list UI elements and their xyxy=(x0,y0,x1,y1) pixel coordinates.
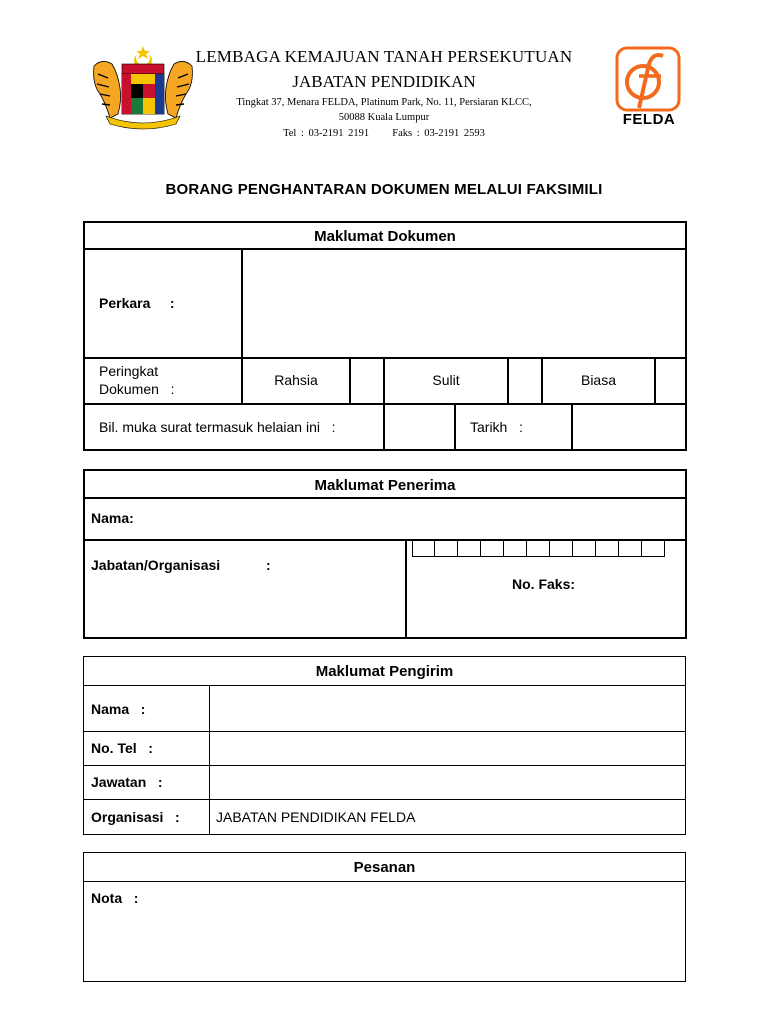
nota-label: Nota : xyxy=(91,890,139,906)
maklumat-pengirim-title: Maklumat Pengirim xyxy=(315,663,454,680)
pengirim-tel-label: No. Tel : xyxy=(91,740,153,756)
pengirim-tel-field[interactable] xyxy=(210,732,685,765)
bil-muka-surat-field[interactable] xyxy=(385,405,454,449)
pengirim-organisasi-value[interactable]: JABATAN PENDIDIKAN FELDA xyxy=(216,809,416,825)
jabatan-organisasi-colon: : xyxy=(266,557,271,573)
maklumat-dokumen-title: Maklumat Dokumen xyxy=(314,228,456,245)
contact-line: Tel : 03-2191 2191 Faks : 03-2191 2593 xyxy=(283,128,485,139)
peringkat-label-1: Peringkat xyxy=(99,363,159,379)
felda-logo xyxy=(613,46,685,114)
penerima-nama-label: Nama: xyxy=(91,510,134,526)
pengirim-jawatan-label: Jawatan : xyxy=(91,774,163,790)
bil-muka-surat-label: Bil. muka surat termasuk helaian ini : xyxy=(99,419,336,435)
penerima-nama-field[interactable] xyxy=(140,499,685,539)
pengirim-nama-field[interactable] xyxy=(210,686,685,731)
address-line-1: Tingkat 37, Menara FELDA, Platinum Park, No. 11, Persiaran KLCC, xyxy=(236,97,532,108)
rahsia-checkbox[interactable] xyxy=(351,359,383,403)
rahsia-label: Rahsia xyxy=(274,372,318,388)
pengirim-nama-label: Nama : xyxy=(91,701,146,717)
department-name: JABATAN PENDIDIKAN xyxy=(292,72,476,91)
maklumat-penerima-title: Maklumat Penerima xyxy=(314,477,456,494)
sulit-checkbox[interactable] xyxy=(509,359,541,403)
jabatan-organisasi-field[interactable] xyxy=(85,580,405,637)
sulit-label: Sulit xyxy=(432,372,460,388)
perkara-label: Perkara : xyxy=(99,295,175,311)
address-line-2: 50088 Kuala Lumpur xyxy=(338,112,430,123)
pengirim-jawatan-field[interactable] xyxy=(210,766,685,799)
biasa-label: Biasa xyxy=(580,372,617,388)
no-faks-digit-boxes[interactable] xyxy=(412,541,665,557)
no-faks-label: No. Faks: xyxy=(512,576,576,592)
form-title: BORANG PENGHANTARAN DOKUMEN MELALUI FAKSIMILI xyxy=(165,181,603,198)
org-name: LEMBAGA KEMAJUAN TANAH PERSEKUTUAN xyxy=(195,47,573,66)
pengirim-organisasi-label: Organisasi : xyxy=(91,809,180,825)
perkara-field[interactable] xyxy=(243,250,685,357)
jabatan-organisasi-label: Jabatan/Organisasi xyxy=(91,557,221,573)
tarikh-field[interactable] xyxy=(573,405,685,449)
biasa-checkbox[interactable] xyxy=(656,359,685,403)
peringkat-label-2: Dokumen : xyxy=(99,381,175,397)
nota-field[interactable] xyxy=(84,882,685,981)
felda-logo-text: FELDA xyxy=(622,111,676,128)
tarikh-label: Tarikh : xyxy=(470,419,523,435)
pesanan-title: Pesanan xyxy=(353,859,416,876)
